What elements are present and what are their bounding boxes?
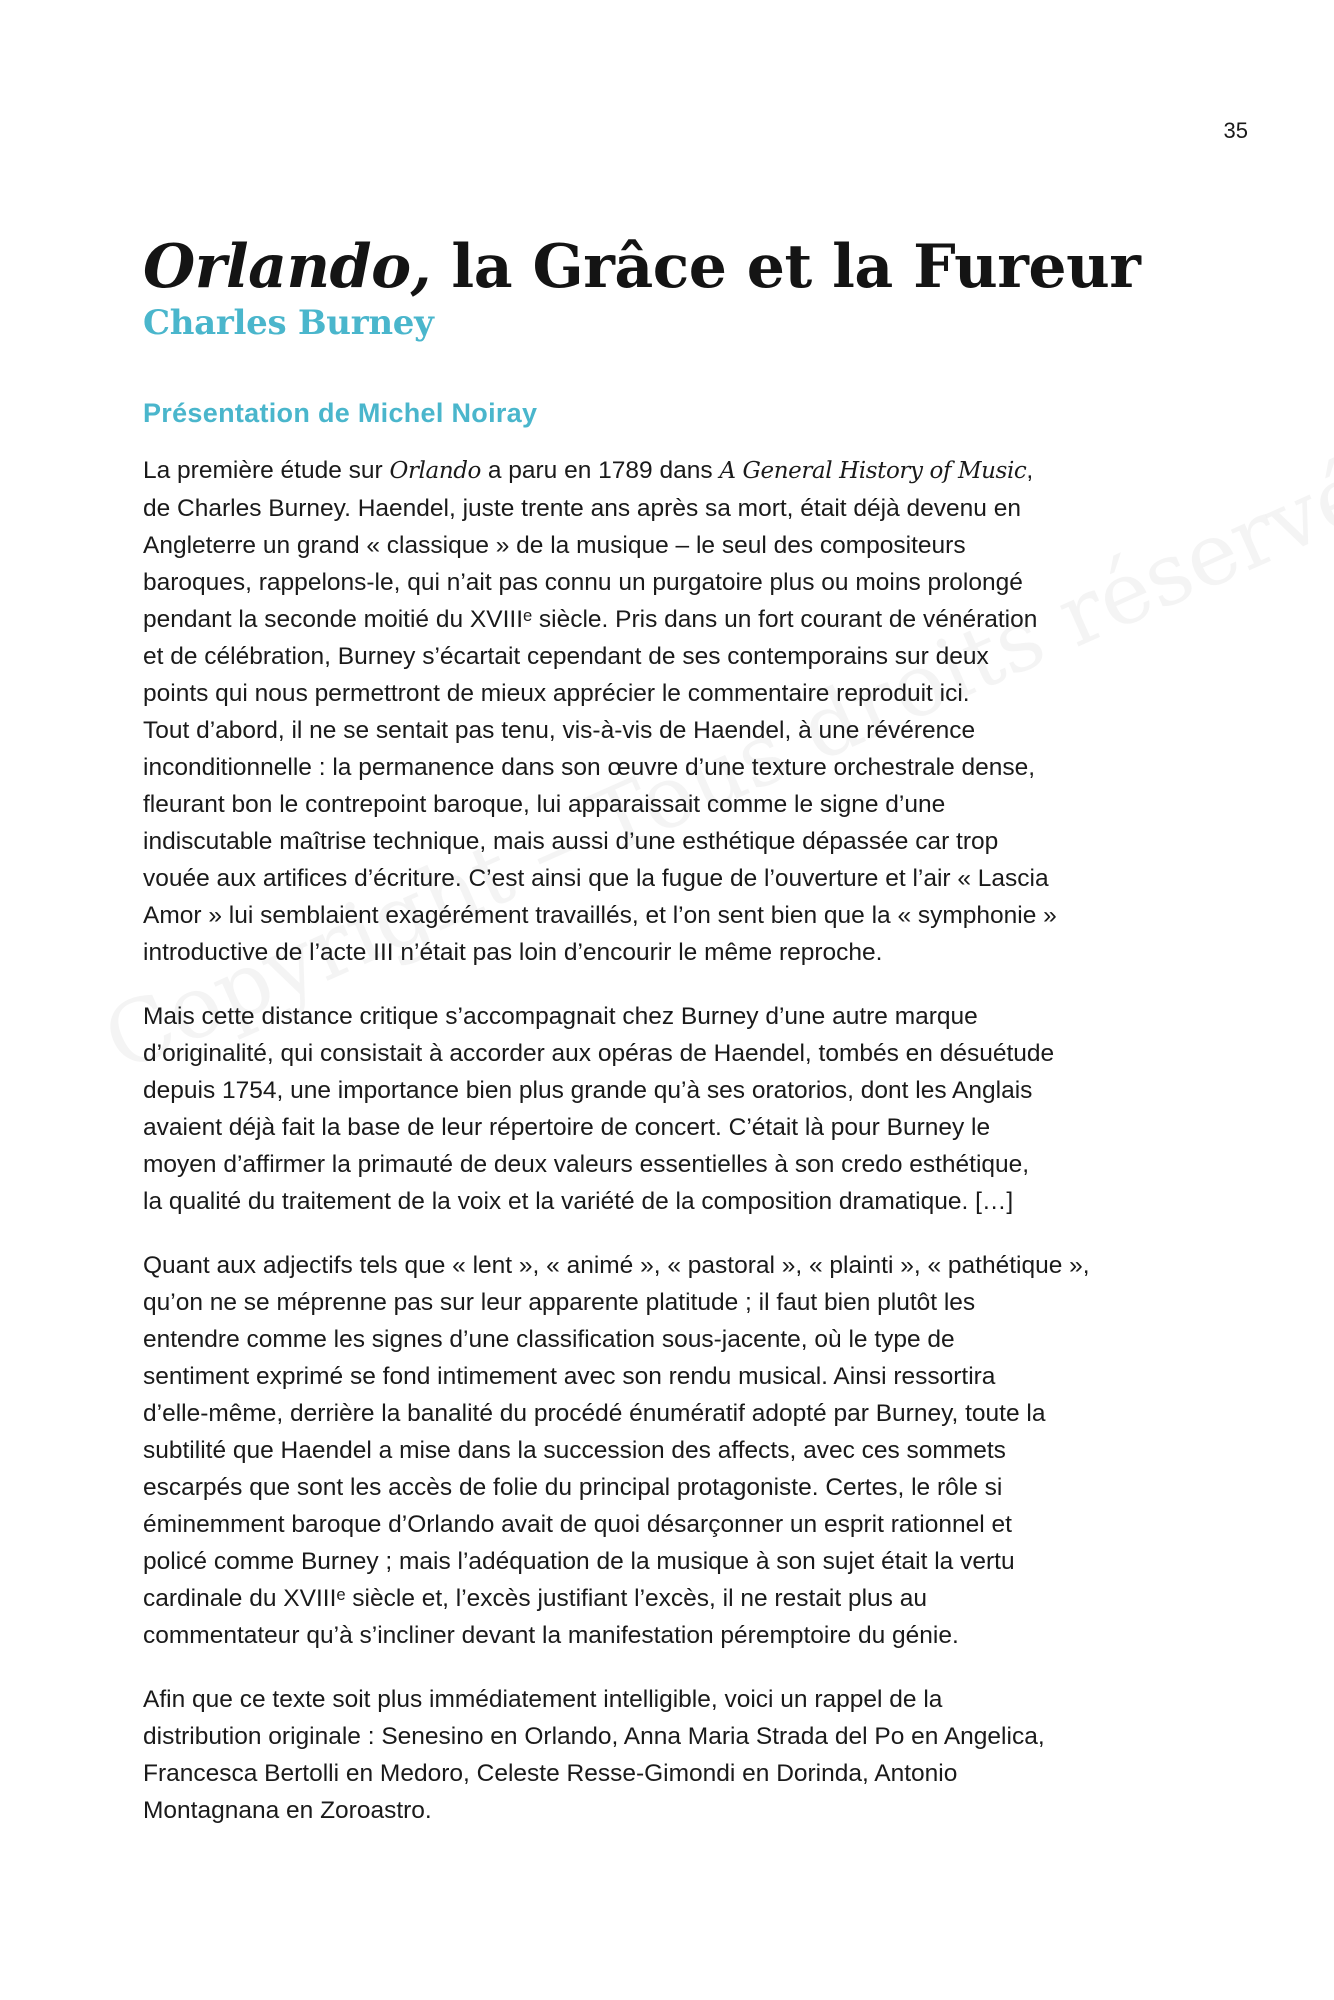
section-heading: Présentation de Michel Noiray — [143, 398, 538, 428]
page-title — [143, 232, 1243, 302]
p1-text-a: La première étude sur — [143, 457, 390, 484]
article-header — [143, 232, 1243, 344]
p1-work-title: Orlando — [389, 458, 482, 484]
article-body — [143, 396, 1203, 1856]
paragraph-1 — [143, 452, 1203, 971]
title-rest: la Grâce et la Fureur — [431, 232, 1141, 302]
paragraph-4: Afin que ce texte soit plus immédiatement intelligible, voici un rappel de la distribution originale : Senesino en Orlando, Anna Maria Strada del Po en Angelica, Francesca Bertolli en Medoro, Celeste Resse-Gimondi en Dorinda, Antonio Montagnana en Zoroastro. — [143, 1686, 1045, 1824]
p1-text-b: a paru en 1789 dans — [481, 457, 720, 484]
title-italic: Orlando, — [143, 232, 432, 302]
author-subtitle: Charles Burney — [143, 303, 434, 343]
p1-book-title: A General History of Music — [719, 458, 1027, 484]
p1-text-c: , de Charles Burney. Haendel, juste trente ans après sa mort, était déjà devenu en Angleterre un grand « classique » de la musique – le seul des compositeurs baroques, rappelons-le, qui n’ait pas connu un purgatoire plus ou moins prolongé pendant la seconde moitié du XVIIIᵉ siècle. Pris dans un fort courant de vénération et de célébration, Burney s’écartait cependant de ses contemporains sur deux points qui nous permettront de mieux apprécier le commentaire reproduit ici. Tout d’abord, il ne se sentait pas tenu, vis-à-vis de Haendel, à une révérence inconditionnelle : la permanence dans son œuvre d’une texture orchestrale dense, fleurant bon le contrepoint baroque, lui apparaissait comme le signe d’une indiscutable maîtrise technique, mais aussi d’une esthétique dépassée car trop vouée aux artifices d’écriture. C’est ainsi que la fugue de l’ouverture et l’air « Lascia Amor » lui semblaient exagérément travaillés, et l’on sent bien que la « symphonie » introductive de l’acte III n’était pas loin d’encourir le même reproche. — [143, 457, 1057, 966]
paragraph-2: Mais cette distance critique s’accompagnait chez Burney d’une autre marque d’originalité, qui consistait à accorder aux opéras de Haendel, tombés en désuétude depuis 1754, une importance bien plus grande qu’à ses oratorios, dont les Anglais avaient déjà fait la base de leur répertoire de concert. C’était là pour Burney le moyen d’affirmer la primauté de deux valeurs essentielles à son credo esthétique, la qualité du traitement de la voix et la variété de la composition dramatique. […] — [143, 1003, 1055, 1215]
page-number: 35 — [1223, 118, 1248, 143]
paragraph-3: Quant aux adjectifs tels que « lent », « animé », « pastoral », « plainti », « pathétique », qu’on ne se méprenne pas sur leur apparente platitude ; il faut bien plutôt les entendre comme les signes d’une classification sous-jacente, où le type de sentiment exprimé se fond intimement avec son rendu musical. Ainsi ressortira d’elle-même, derrière la banalité du procédé énumératif adopté par Burney, toute la subtilité que Haendel a mise dans la succession des affects, avec ces sommets escarpés que sont les accès de folie du principal protagoniste. Certes, le rôle si éminemment baroque d’Orlando avait de quoi désarçonner un esprit rationnel et policé comme Burney ; mais l’adéquation de la musique à son sujet était la vertu cardinale du XVIIIᵉ siècle et, l’excès justifiant l’excès, il ne restait plus au commentateur qu’à s’incliner devant la manifestation péremptoire du génie. — [143, 1252, 1090, 1649]
